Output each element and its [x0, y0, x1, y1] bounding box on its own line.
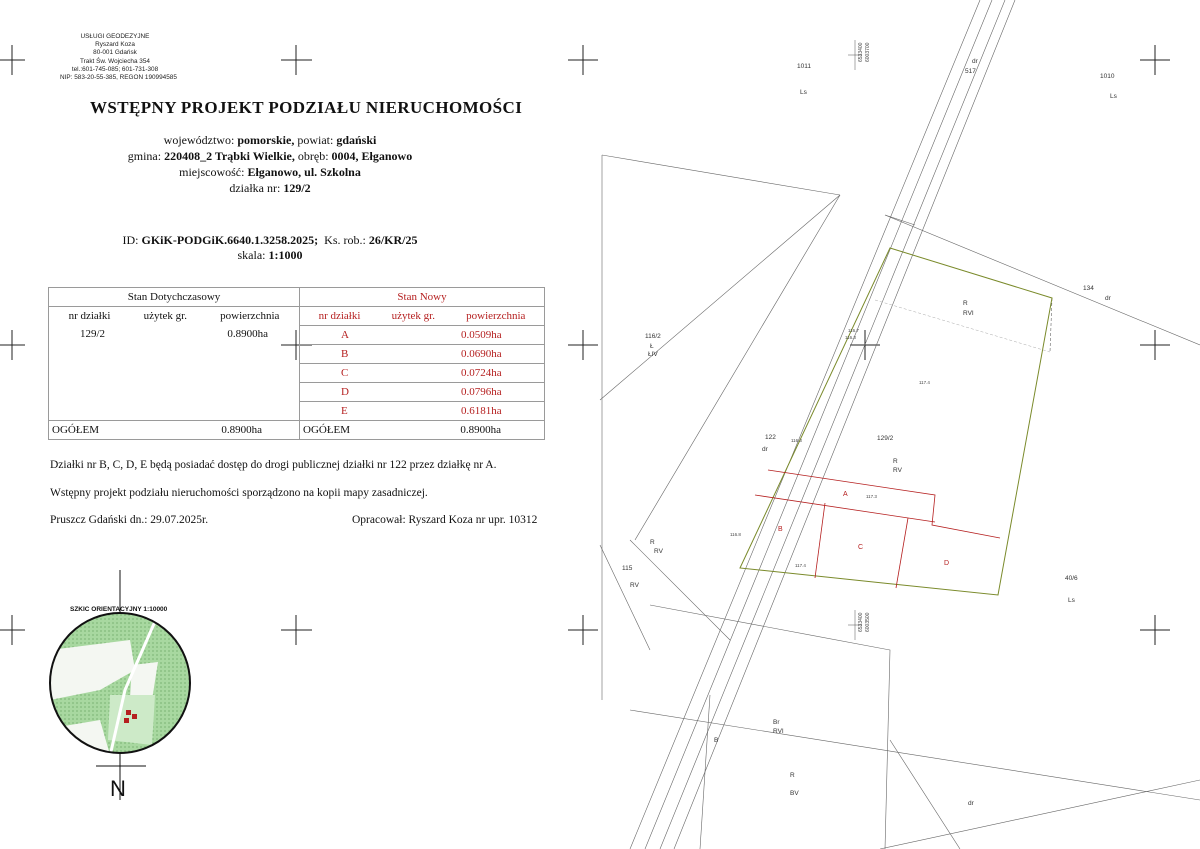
map-label: 1010: [1100, 73, 1115, 80]
author: Opracował: Ryszard Koza nr upr. 10312: [352, 514, 538, 526]
map-label: R: [650, 539, 655, 546]
old-parcel-cell: [49, 326, 300, 421]
old-state-header: Stan Dotychczasowy: [49, 288, 300, 307]
map-label: 129/2: [877, 435, 894, 442]
map-label: BV: [790, 790, 799, 797]
table-row: [300, 402, 545, 421]
label: działka nr:: [229, 181, 281, 195]
map-label: B: [714, 737, 719, 744]
map-label: 122: [765, 434, 776, 441]
value: 129/2: [283, 181, 311, 195]
access-note: Działki nr B, C, D, E będą posiadać dostęp do drogi publicznej działki nr 122 przez działkę nr A.: [50, 459, 497, 471]
map-label: RV: [630, 582, 639, 589]
value: pomorskie,: [237, 133, 295, 147]
new-parcel-label: C: [858, 544, 864, 551]
parcel-nr: A: [341, 329, 349, 341]
height-mark: 116.3: [791, 438, 802, 443]
label: Ks. rob.:: [324, 233, 366, 247]
map-label: Ls: [1110, 93, 1117, 100]
height-mark: 117.4: [919, 380, 930, 385]
height-mark: 116.3: [845, 335, 856, 340]
company-line: NIP: 583-20-55-385, REGON 190994585: [60, 74, 177, 82]
map-label: RVI: [773, 728, 784, 735]
map-label: dr: [972, 58, 978, 65]
place-date: Pruszcz Gdański dn.: 29.07.2025r.: [50, 514, 209, 526]
old-column-headers: [49, 307, 300, 326]
value: Ełganowo,: [247, 165, 302, 179]
location-block: [60, 132, 480, 196]
height-mark: 117.4: [795, 563, 806, 568]
col-header: użytek gr.: [391, 310, 435, 322]
map-label: dr: [762, 446, 768, 453]
col-header: powierzchnia: [466, 310, 526, 322]
table-row: [300, 383, 545, 402]
value: GKiK-PODGiK.6640.1.3258.2025;: [141, 233, 319, 247]
map-label: R: [893, 458, 898, 465]
map-label: Br: [773, 719, 780, 726]
map-label: Ł: [650, 343, 654, 350]
label: obręb:: [297, 149, 329, 163]
col-header: użytek gr.: [143, 310, 187, 323]
company-header: [60, 33, 177, 82]
value: 220408_2 Trąbki Wielkie,: [164, 149, 295, 163]
new-state-header: Stan Nowy: [300, 288, 545, 307]
parcel-area: 0.6181ha: [461, 405, 502, 417]
parcel-nr: C: [341, 367, 349, 379]
label: powiat:: [297, 133, 334, 147]
value: 1:1000: [268, 248, 303, 262]
height-mark: 116.7: [848, 328, 859, 333]
parcels-table: [48, 287, 545, 440]
north-arrow-label: N: [110, 776, 126, 801]
label: województwo:: [163, 133, 235, 147]
map-label: 116/2: [645, 333, 661, 340]
value: 26/KR/25: [368, 233, 418, 247]
map-label: dr: [968, 800, 974, 807]
grid-coordinate: 6003500: [865, 612, 871, 632]
map-label: 40/6: [1065, 575, 1078, 582]
map-label: 134: [1083, 285, 1094, 292]
sketch-title: SZKIC ORIENTACYJNY 1:10000: [70, 606, 168, 613]
document-title: WSTĘPNY PROJEKT PODZIAŁU NIERUCHOMOŚCI: [90, 98, 523, 117]
company-line: USŁUGI GEODEZYJNE: [80, 33, 150, 40]
col-header: nr działki: [68, 310, 111, 323]
label: ID:: [122, 233, 139, 247]
map-label: dr: [1105, 295, 1111, 302]
total-label: OGÓŁEM: [303, 424, 351, 436]
identification-block: [60, 233, 480, 263]
map-label: R: [790, 772, 795, 779]
col-header: nr działki: [318, 310, 361, 322]
company-line: 80-001 Gdańsk: [93, 49, 137, 57]
basis-note: Wstępny projekt podziału nieruchomości sporządzono na kopii mapy zasadniczej.: [50, 487, 428, 499]
map-label: ŁIV: [648, 351, 658, 358]
parcel-area: 0.0690ha: [461, 348, 502, 360]
value: ul. Szkolna: [304, 165, 361, 179]
parcel-area: 0.0724ha: [461, 367, 502, 379]
cadastral-map: [590, 0, 1200, 849]
table-row: [300, 345, 545, 364]
total-label: OGÓŁEM: [52, 424, 100, 436]
new-parcel-label: D: [944, 560, 950, 567]
height-mark: 116.8: [730, 532, 741, 537]
label: skala:: [237, 248, 266, 262]
label: gmina:: [127, 149, 162, 163]
map-label: 115: [622, 565, 633, 572]
value: 0004, Ełganowo: [331, 149, 413, 163]
new-column-headers: [300, 307, 545, 326]
old-total-row: [49, 421, 300, 440]
map-label: 517: [965, 68, 976, 75]
grid-coordinate: 6533400: [858, 42, 864, 62]
map-label: RVI: [963, 310, 974, 317]
map-label: RV: [893, 467, 902, 474]
total-value: 0.8900ha: [460, 424, 501, 436]
total-value: 0.8900ha: [221, 424, 262, 436]
map-label: Ls: [1068, 597, 1075, 604]
table-row: [300, 326, 545, 345]
company-line: tel.:601-745-085; 601-731-308: [71, 65, 159, 73]
map-label: R: [963, 300, 968, 307]
parcel-nr: B: [341, 348, 349, 360]
parcel-nr: E: [341, 405, 348, 417]
old-parcel-nr: 129/2: [80, 327, 106, 340]
new-parcel-label: B: [778, 526, 783, 533]
col-header: powierzchnia: [220, 310, 280, 323]
parcel-area: 0.0509ha: [461, 329, 502, 341]
table-row: [300, 364, 545, 383]
parcel-nr: D: [341, 386, 349, 398]
value: gdański: [336, 133, 377, 147]
new-parcel-label: A: [843, 491, 848, 498]
company-line: Ryszard Koza: [95, 41, 135, 49]
parcel-area: 0.0796ha: [461, 386, 502, 398]
map-label: Ls: [800, 89, 807, 96]
grid-coordinate: 6533400: [858, 612, 864, 632]
map-label: 1011: [797, 63, 811, 70]
grid-coordinate: 6003700: [865, 42, 871, 62]
new-total-row: [300, 421, 545, 440]
map-label: RV: [654, 548, 663, 555]
company-line: Trakt Św. Wojciecha 354: [80, 57, 150, 65]
height-mark: 117.3: [866, 494, 877, 499]
label: miejscowość:: [179, 165, 245, 179]
old-parcel-area: 0.8900ha: [227, 327, 268, 340]
